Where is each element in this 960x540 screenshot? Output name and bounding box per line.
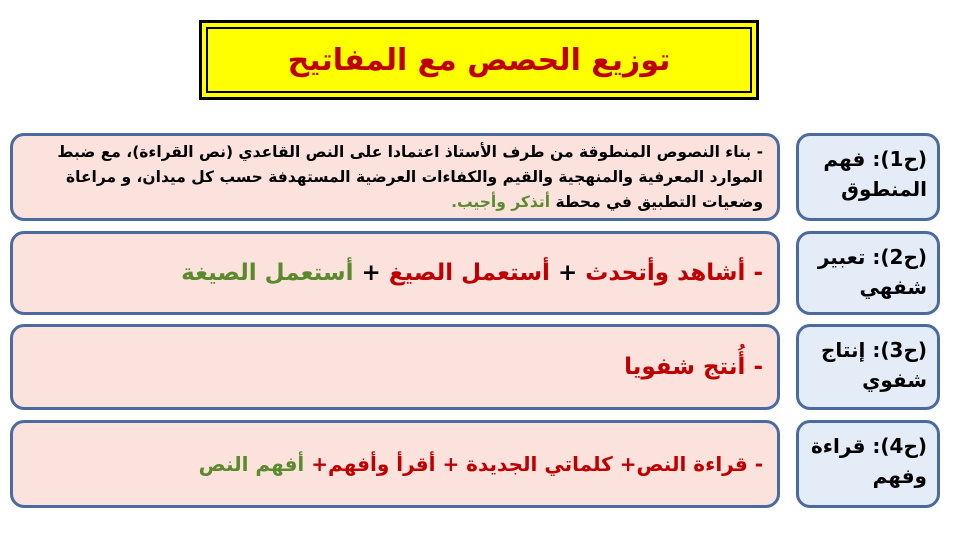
row-4-label: (ح4): قراءة وفهم xyxy=(796,420,940,508)
row-2-label: (ح2): تعبير شفهي xyxy=(796,231,940,315)
row-1-main-text: - بناء النصوص المنطوقة من طرف الأستاذ اعتمادا على النص القاعدي (نص القراءة)، مع ضبط الموارد المعرفية والمنهجية والقيم والكفاءات العرضية المستهدفة حسب كل ميدان، و مراعاة وضعيات التطبيق في محطة xyxy=(57,142,763,211)
title-banner xyxy=(199,20,759,100)
row-3-dash: - xyxy=(753,354,763,380)
row-2-plus-1: + xyxy=(557,260,578,286)
row-2-content xyxy=(10,231,780,315)
row-1 xyxy=(10,133,940,221)
row-3-part-1: أُنتج شفويا xyxy=(624,354,746,380)
row-2-part-3: أستعمل الصيغة xyxy=(181,260,354,286)
row-3-text xyxy=(624,354,763,380)
row-4-part-2: أفهم النص xyxy=(198,452,305,476)
row-2-part-1: أشاهد وأتحدث xyxy=(585,260,746,286)
page-title: توزيع الحصص مع المفاتيح xyxy=(287,42,671,78)
row-4-dash: - xyxy=(754,452,763,476)
row-2 xyxy=(10,231,940,315)
row-3-label: (ح3): إنتاج شفوي xyxy=(796,324,940,410)
row-2-text xyxy=(181,260,763,286)
row-2-part-2: أستعمل الصيغ xyxy=(388,260,550,286)
row-4-text xyxy=(199,452,763,476)
row-4-content xyxy=(10,420,780,508)
row-3 xyxy=(10,324,940,410)
row-2-plus-2: + xyxy=(361,260,381,286)
row-1-text xyxy=(27,140,763,215)
row-1-content xyxy=(10,133,780,221)
row-1-label: (ح1): فهم المنطوق xyxy=(796,133,940,221)
row-3-content xyxy=(10,324,780,410)
row-4 xyxy=(10,420,940,508)
row-2-dash: - xyxy=(753,260,763,286)
row-4-part-1: قراءة النص+ كلماتي الجديدة + أقرأ وأفهم+ xyxy=(311,452,748,476)
row-1-key: أتذكر وأجيب. xyxy=(451,192,551,211)
